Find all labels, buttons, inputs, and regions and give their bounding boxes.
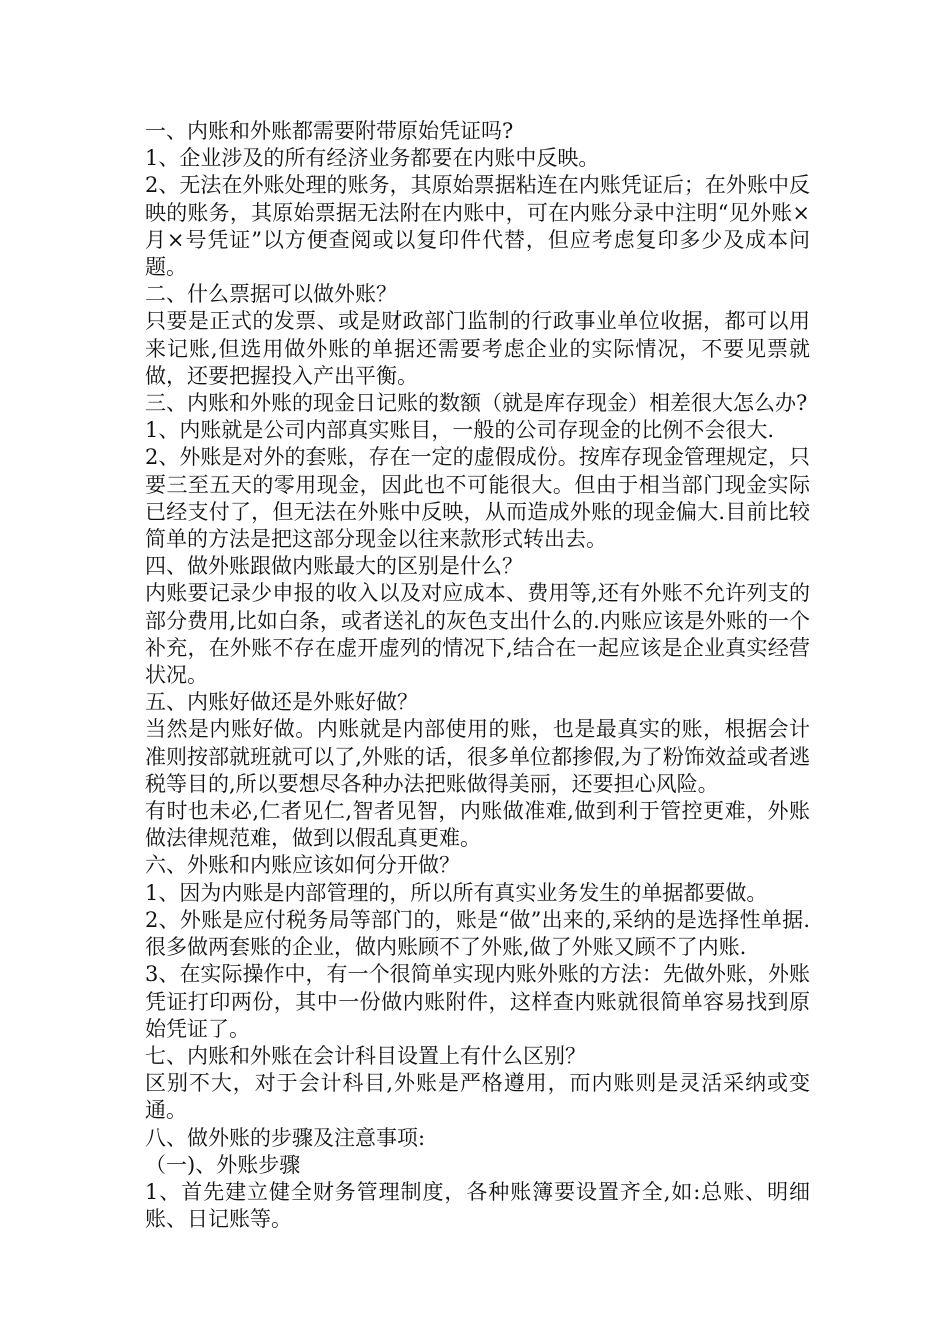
subsection-heading: （一)、外账步骤	[145, 1152, 301, 1177]
section-heading-2: 二、什么票据可以做外账？	[145, 282, 397, 307]
paragraph: 1、首先建立健全财务管理制度，各种账簿要设置齐全,如:总账、明细账、日记账等。	[145, 1179, 810, 1232]
paragraph: 当然是内账好做。内账就是内部使用的账，也是最真实的账，根据会计准则按部就班就可以了,外账的话，很多单位都掺假,为了粉饰效益或者逃税等目的,所以要想尽各种办法把账做得美丽，还要担心风险。	[145, 717, 810, 796]
document-body	[145, 118, 810, 1233]
paragraph: 2、无法在外账处理的账务，其原始票据粘连在内账凭证后；在外账中反映的账务，其原始票据无法附在内账中，可在内账分录中注明“见外账×月×号凭证”以方便查阅或以复印件代替，但应考虑复印多少及成本问题。	[145, 173, 810, 280]
paragraph: 2、外账是应付税务局等部门的，账是“做”出来的,采纳的是选择性单据.很多做两套账的企业，做内账顾不了外账,做了外账又顾不了内账.	[145, 907, 810, 960]
section-heading-5: 五、内账好做还是外账好做？	[145, 690, 418, 715]
paragraph: 3、在实际操作中，有一个很简单实现内账外账的方法：先做外账，外账凭证打印两份，其中一份做内账附件，这样查内账就很简单容易找到原始凭证了。	[145, 962, 810, 1041]
paragraph: 内账要记录少申报的收入以及对应成本、费用等,还有外账不允许列支的部分费用,比如白条，或者送礼的灰色支出什么的.内账应该是外账的一个补充，在外账不存在虚开虚列的情况下,结合在一起应该是企业真实经营状况。	[145, 581, 810, 688]
paragraph: 区别不大，对于会计科目,外账是严格遵用，而内账则是灵活采纳或变通。	[145, 1071, 810, 1123]
paragraph: 有时也未必,仁者见仁,智者见智，内账做准难,做到利于管控更难，外账做法律规范难，做到以假乱真更难。	[145, 799, 810, 851]
section-heading-4: 四、做外账跟做内账最大的区别是什么？	[145, 554, 523, 579]
section-heading-1: 一、内账和外账都需要附带原始凭证吗?	[145, 119, 514, 143]
paragraph: 只要是正式的发票、或是财政部门监制的行政事业单位收据，都可以用来记账,但选用做外账的单据还需要考虑企业的实际情况，不要见票就做，还要把握投入产出平衡。	[145, 309, 810, 388]
section-heading-6: 六、外账和内账应该如何分开做？	[145, 853, 460, 878]
paragraph: 2、外账是对外的套账，存在一定的虚假成份。按库存现金管理规定，只要三至五天的零用现金，因此也不可能很大。但由于相当部门现金实际已经支付了，但无法在外账中反映，从而造成外账的现金偏大.目前比较简单的方法是把这部分现金以往来款形式转出去。	[145, 445, 810, 552]
paragraph: 1、因为内账是内部管理的，所以所有真实业务发生的单据都要做。	[145, 880, 768, 905]
paragraph: 1、内账就是公司内部真实账目，一般的公司存现金的比例不会很大.	[145, 418, 775, 443]
section-heading-8: 八、做外账的步骤及注意事项:	[145, 1125, 426, 1150]
section-heading-7: 七、内账和外账在会计科目设置上有什么区别？	[145, 1043, 586, 1068]
section-heading-3: 三、内账和外账的现金日记账的数额（就是库存现金）相差很大怎么办?	[145, 391, 808, 416]
paragraph: 1、企业涉及的所有经济业务都要在内账中反映。	[145, 146, 600, 171]
